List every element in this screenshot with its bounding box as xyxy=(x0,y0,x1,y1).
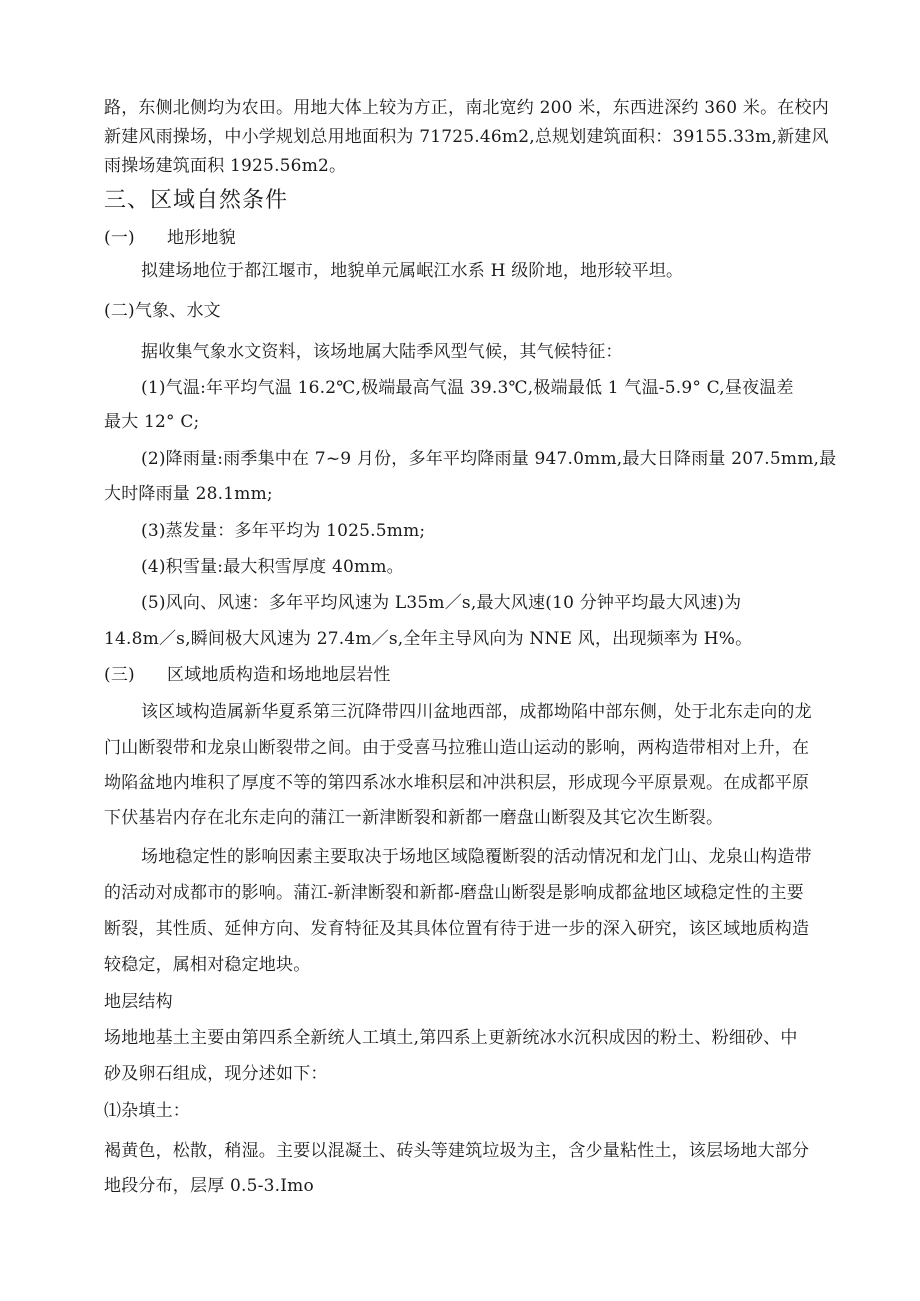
geology-p1-line-1: 该区域构造属新华夏系第三沉降带四川盆地西部，成都坳陷中部东侧，处于北东走向的龙 xyxy=(141,702,812,722)
geology-p2-line-1: 场地稳定性的影响因素主要取决于场地区域隐覆断裂的活动情况和龙门山、龙泉山构造带 xyxy=(141,847,812,867)
subsection-3-title: 区域地质构造和场地地层岩性 xyxy=(167,665,391,685)
evaporation-line: (3)蒸发量：多年平均为 1025.5mm; xyxy=(141,521,426,541)
strata-item-1-desc-line-2: 地段分布，层厚 0.5-3.Imo xyxy=(104,1176,314,1196)
geology-p1-line-4: 下伏基岩内存在北东走向的蒲江一新津断裂和新都一磨盘山断裂及其它次生断裂。 xyxy=(104,808,724,828)
intro-line-2: 新建风雨操场，中小学规划总用地面积为 71725.46m2,总规划建筑面积：39155.33m,新建风 xyxy=(104,127,829,147)
temperature-line-2: 最大 12° C; xyxy=(104,412,200,432)
wind-line-1: (5)风向、风速：多年平均风速为 L35m／s,最大风速(10 分钟平均最大风速)为 xyxy=(141,593,742,613)
temperature-line-1: (1)气温:年平均气温 16.2℃,极端最高气温 39.3℃,极端最低 1 气温-5.9° C,昼夜温差 xyxy=(141,378,794,398)
subsection-3-heading xyxy=(104,664,391,686)
geology-p1-line-2: 门山断裂带和龙泉山断裂带之间。由于受喜马拉雅山造山运动的影响，两构造带相对上升，在 xyxy=(104,738,810,758)
subsection-1-number: (一) xyxy=(104,228,135,248)
subsection-1-heading xyxy=(104,227,236,249)
geology-p2-line-3: 断裂，其性质、延伸方向、发育特征及其具体位置有待于进一步的深入研究，该区域地质构造 xyxy=(104,919,810,939)
subsection-2-intro: 据收集气象水文资料，该场地属大陆季风型气候，其气候特征： xyxy=(141,342,623,362)
strata-item-1-desc-line-1: 褐黄色，松散，稍湿。主要以混凝土、砖头等建筑垃圾为主，含少量粘性土，该层场地大部分 xyxy=(104,1141,810,1161)
intro-line-1: 路，东侧北侧均为农田。用地大体上较为方正，南北宽约 200 米，东西进深约 360 米。在校内 xyxy=(104,98,829,118)
strata-p1-line-2: 砂及卵石组成，现分述如下： xyxy=(104,1064,328,1084)
intro-line-3: 雨操场建筑面积 1925.56m2。 xyxy=(104,156,347,176)
wind-line-2: 14.8m／s,瞬间极大风速为 27.4m／s,全年主导风向为 NNE 风，出现频率为 H%。 xyxy=(104,629,753,649)
strata-item-1: ⑴杂填土： xyxy=(104,1101,190,1121)
rainfall-line-1: (2)降雨量:雨季集中在 7~9 月份，多年平均降雨量 947.0mm,最大日降雨量 207.5mm,最 xyxy=(141,449,837,469)
rainfall-line-2: 大时降雨量 28.1mm; xyxy=(104,484,273,504)
subsection-3-number: (三) xyxy=(104,665,135,685)
snow-line: (4)积雪量:最大积雪厚度 40mm。 xyxy=(141,557,404,577)
subsection-1-paragraph: 拟建场地位于都江堰市，地貌单元属岷江水系 H 级阶地，地形较平坦。 xyxy=(141,261,684,281)
section-3-title: 三、区域自然条件 xyxy=(104,188,289,213)
geology-p1-line-3: 坳陷盆地内堆积了厚度不等的第四系冰水堆积层和冲洪积层，形成现今平原景观。在成都平原 xyxy=(104,773,810,793)
subsection-2-heading: (二)气象、水文 xyxy=(104,301,221,321)
geology-p2-line-4: 较稳定，属相对稳定地块。 xyxy=(104,955,311,975)
strata-p1-line-1: 场地地基土主要由第四系全新统人工填土,第四系上更新统冰水沉积成因的粉土、粉细砂、中 xyxy=(104,1028,798,1048)
strata-heading: 地层结构 xyxy=(104,992,173,1012)
geology-p2-line-2: 的活动对成都市的影响。蒲江-新津断裂和新都-磨盘山断裂是影响成都盆地区域稳定性的主要 xyxy=(104,883,804,903)
subsection-1-title: 地形地貌 xyxy=(167,228,236,248)
